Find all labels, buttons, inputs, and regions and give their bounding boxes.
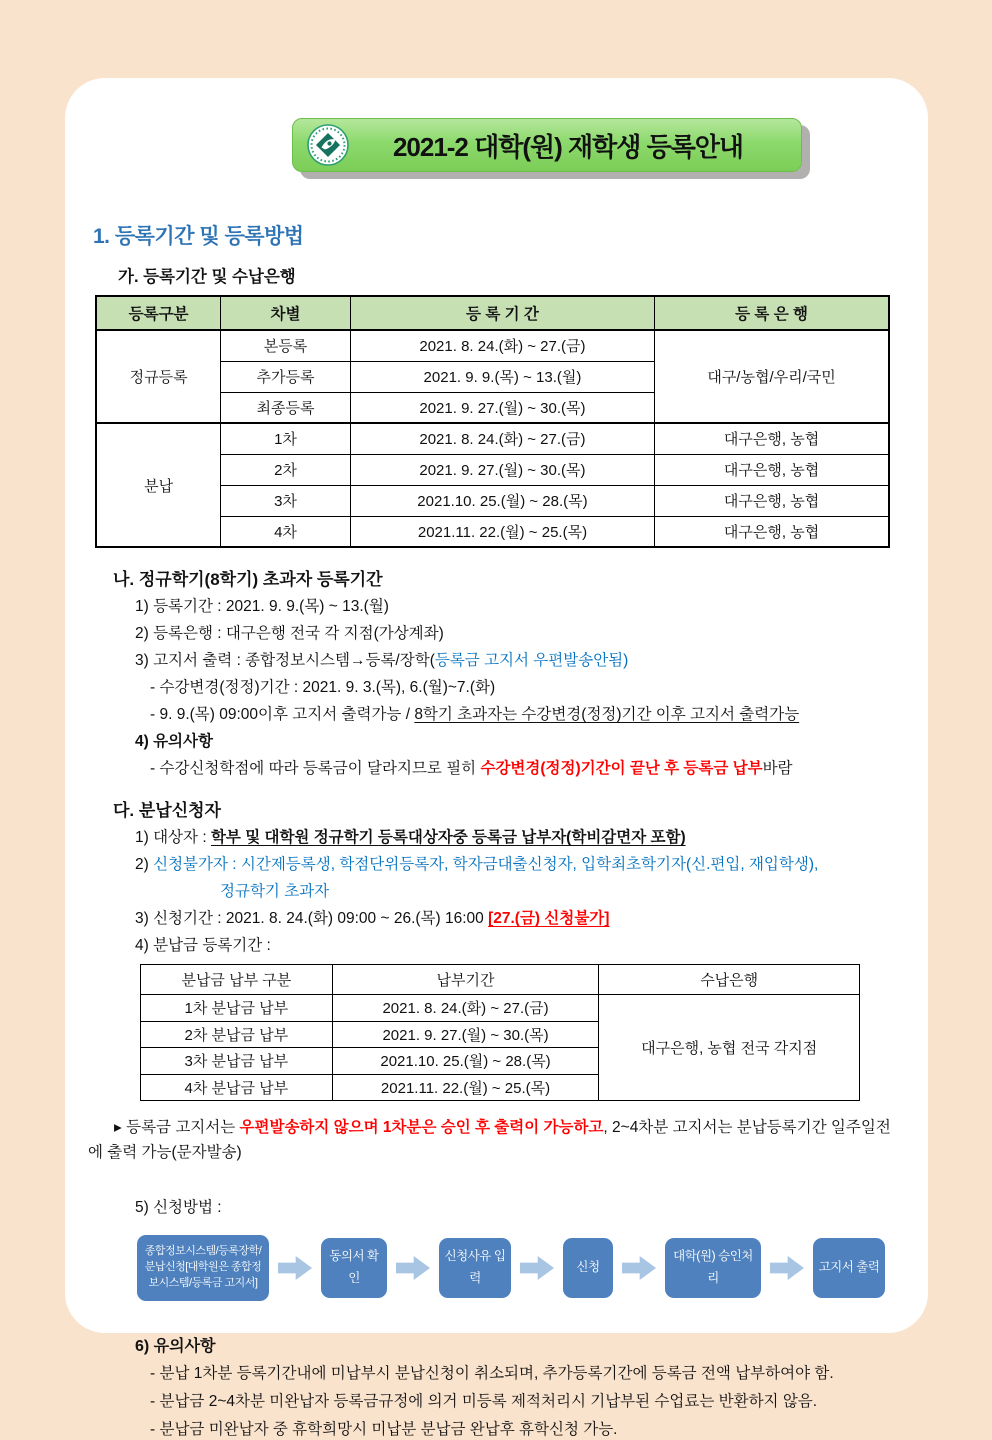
cell-bank: 대구은행, 농협 <box>655 516 889 547</box>
table-row <box>96 330 889 361</box>
flow-step-approval: 대학(원) 승인처리 <box>665 1238 761 1298</box>
arrow-right-icon <box>520 1253 554 1283</box>
header-bank: 등 록 은 행 <box>655 296 889 330</box>
installment-payment-table <box>140 964 860 1101</box>
text-segment-red: 우편발송하지 않으며 1차분은 승인 후 출력이 가능하고 <box>239 1119 604 1136</box>
cell-period: 2021. 8. 24.(화) ~ 27.(금) <box>350 423 654 454</box>
list-item <box>135 650 928 671</box>
list-item: 1) 등록기간 : 2021. 9. 9.(목) ~ 13.(월) <box>135 598 389 615</box>
flow-step-consent: 동의서 확인 <box>321 1238 387 1298</box>
university-logo-icon <box>307 124 349 166</box>
group-installment-label: 분납 <box>96 423 221 547</box>
note-item: - 분납금 미완납자 중 휴학희망시 미납분 분납금 완납후 휴학신청 가능. <box>150 1421 618 1438</box>
text-segment: , 2~4차분 고지서는 분납등록기간 일주일전에 출력 가능(문자발송) <box>88 1119 891 1161</box>
registration-period-table <box>95 295 890 548</box>
cell-round: 4차 <box>221 516 351 547</box>
header-receiving-bank: 수납은행 <box>599 965 860 995</box>
notes-heading: 6) 유의사항 <box>135 1338 216 1355</box>
flow-step-reason: 신청사유 입력 <box>439 1238 511 1298</box>
list-item: 4) 분납금 등록기간 : <box>135 937 271 954</box>
header-installment-type: 분납금 납부 구분 <box>141 965 333 995</box>
group-regular-label: 정규등록 <box>96 330 221 423</box>
cell-period: 2021.10. 25.(월) ~ 28.(목) <box>350 485 654 516</box>
section-1c-heading: 다. 분납신청자 <box>113 801 221 820</box>
header-payment-period: 납부기간 <box>332 965 599 995</box>
cell-round: 1차 <box>221 423 351 454</box>
application-flowchart <box>137 1235 928 1301</box>
flow-step-print: 고지서 출력 <box>813 1238 885 1298</box>
header-reg-type: 등록구분 <box>96 296 221 330</box>
cell-period: 2021. 9. 9.(목) ~ 13.(월) <box>350 361 654 392</box>
arrow-right-icon <box>396 1253 430 1283</box>
note-item: - 분납 1차분 등록기간내에 미납부시 분납신청이 취소되며, 추가등록기간에 등록금 전액 납부하여야 함. <box>150 1365 834 1382</box>
cell-label: 3차 분납금 납부 <box>141 1048 333 1075</box>
text-segment-red: [27.(금) 신청불가] <box>488 910 610 927</box>
bill-notice <box>88 1115 903 1165</box>
cell-period: 2021. 9. 27.(월) ~ 30.(목) <box>350 454 654 485</box>
list-item <box>135 854 928 875</box>
header-period: 등 록 기 간 <box>350 296 654 330</box>
list-item: 4) 유의사항 <box>135 733 213 750</box>
cell-period: 2021.10. 25.(월) ~ 28.(목) <box>332 1048 599 1075</box>
text-segment: 등록금 고지서는 <box>126 1119 240 1136</box>
note-item: - 분납금 2~4차분 미완납자 등록금규정에 의거 미등록 제적처리시 기납부된 수업료는 반환하지 않음. <box>150 1393 818 1410</box>
section-1a-heading: 가. 등록기간 및 수납은행 <box>118 268 296 286</box>
text-segment: 바람 <box>762 760 793 777</box>
text-segment-blue: 신청불가자 : 시간제등록생, 학점단위등록자, 학자금대출신청자, 입학최초학기자(신.편입, 재입학생), <box>153 856 819 873</box>
arrow-right-icon <box>622 1253 656 1283</box>
cell-round: 2차 <box>221 454 351 485</box>
list-item <box>135 908 928 929</box>
cell-bank: 대구은행, 농협 <box>655 485 889 516</box>
table-row <box>141 995 860 1022</box>
method-heading: 5) 신청방법 : <box>135 1199 222 1216</box>
cell-period: 2021. 9. 27.(월) ~ 30.(목) <box>332 1021 599 1048</box>
arrow-right-icon <box>770 1253 804 1283</box>
text-segment: 1) 대상자 : <box>135 829 211 846</box>
header-round: 차별 <box>221 296 351 330</box>
table-row <box>96 423 889 454</box>
text-segment-underline: 8학기 초과자는 수강변경(정정)기간 이후 고지서 출력가능 <box>414 706 800 723</box>
list-subitem: - 수강변경(정정)기간 : 2021. 9. 3.(목), 6.(월)~7.(화) <box>150 679 496 696</box>
cell-bank: 대구은행, 농협 <box>655 423 889 454</box>
list-item: 2) 등록은행 : 대구은행 전국 각 지점(가상계좌) <box>135 625 444 642</box>
text-segment: - 수강신청학점에 따라 등록금이 달라지므로 필히 <box>150 760 481 777</box>
text-segment-blue: 등록금 고지서 우편발송안됨) <box>434 652 629 669</box>
section-1-heading: 1. 등록기간 및 등록방법 <box>93 225 304 248</box>
text-segment: 3) 고지서 출력 : 종합정보시스템→등록/장학( <box>135 652 435 669</box>
cell-period: 2021.11. 22.(월) ~ 25.(목) <box>332 1074 599 1101</box>
list-item <box>135 827 928 848</box>
cell-round: 본등록 <box>221 330 351 361</box>
cell-label: 1차 분납금 납부 <box>141 995 333 1022</box>
list-subitem <box>150 758 928 779</box>
cell-bank: 대구은행, 농협 <box>655 454 889 485</box>
cell-round: 3차 <box>221 485 351 516</box>
text-segment: 2) <box>135 856 154 873</box>
bullet-triangle-icon: ▸ <box>114 1119 127 1136</box>
flow-step-apply: 신청 <box>563 1238 613 1298</box>
cell-label: 2차 분납금 납부 <box>141 1021 333 1048</box>
section-1b-heading: 나. 정규학기(8학기) 초과자 등록기간 <box>113 570 383 589</box>
cell-bank: 대구은행, 농협 전국 각지점 <box>599 995 860 1101</box>
cell-period: 2021. 8. 24.(화) ~ 27.(금) <box>332 995 599 1022</box>
cell-round: 추가등록 <box>221 361 351 392</box>
text-segment-red: 수강변경(정정)기간이 끝난 후 등록금 납부 <box>480 760 763 777</box>
cell-label: 4차 분납금 납부 <box>141 1074 333 1101</box>
flow-step-system: 종합정보시스템/등록장학/분납신청[대학원은 종합정보시스템/등록금 고지서] <box>137 1235 269 1301</box>
title-banner <box>292 118 802 172</box>
cell-round: 최종등록 <box>221 392 351 423</box>
table-header-row <box>141 965 860 995</box>
document-sheet <box>65 78 928 1438</box>
cell-period: 2021. 9. 27.(월) ~ 30.(목) <box>350 392 654 423</box>
text-segment-underline: 학부 및 대학원 정규학기 등록대상자중 등록금 납부자(학비감면자 포함) <box>210 829 686 846</box>
group-regular-bank: 대구/농협/우리/국민 <box>655 330 889 423</box>
list-item-continued: 정규학기 초과자 <box>220 883 330 900</box>
text-segment: 3) 신청기간 : 2021. 8. 24.(화) 09:00 ~ 26.(목) 16:00 <box>135 910 489 927</box>
cell-period: 2021. 8. 24.(화) ~ 27.(금) <box>350 330 654 361</box>
page-title: 2021-2 대학(원) 재학생 등록안내 <box>392 131 744 162</box>
list-subitem <box>150 704 928 725</box>
arrow-right-icon <box>278 1253 312 1283</box>
text-segment: - 9. 9.(목) 09:00이후 고지서 출력가능 / <box>150 706 415 723</box>
cell-period: 2021.11. 22.(월) ~ 25.(목) <box>350 516 654 547</box>
table-header-row <box>96 296 889 330</box>
